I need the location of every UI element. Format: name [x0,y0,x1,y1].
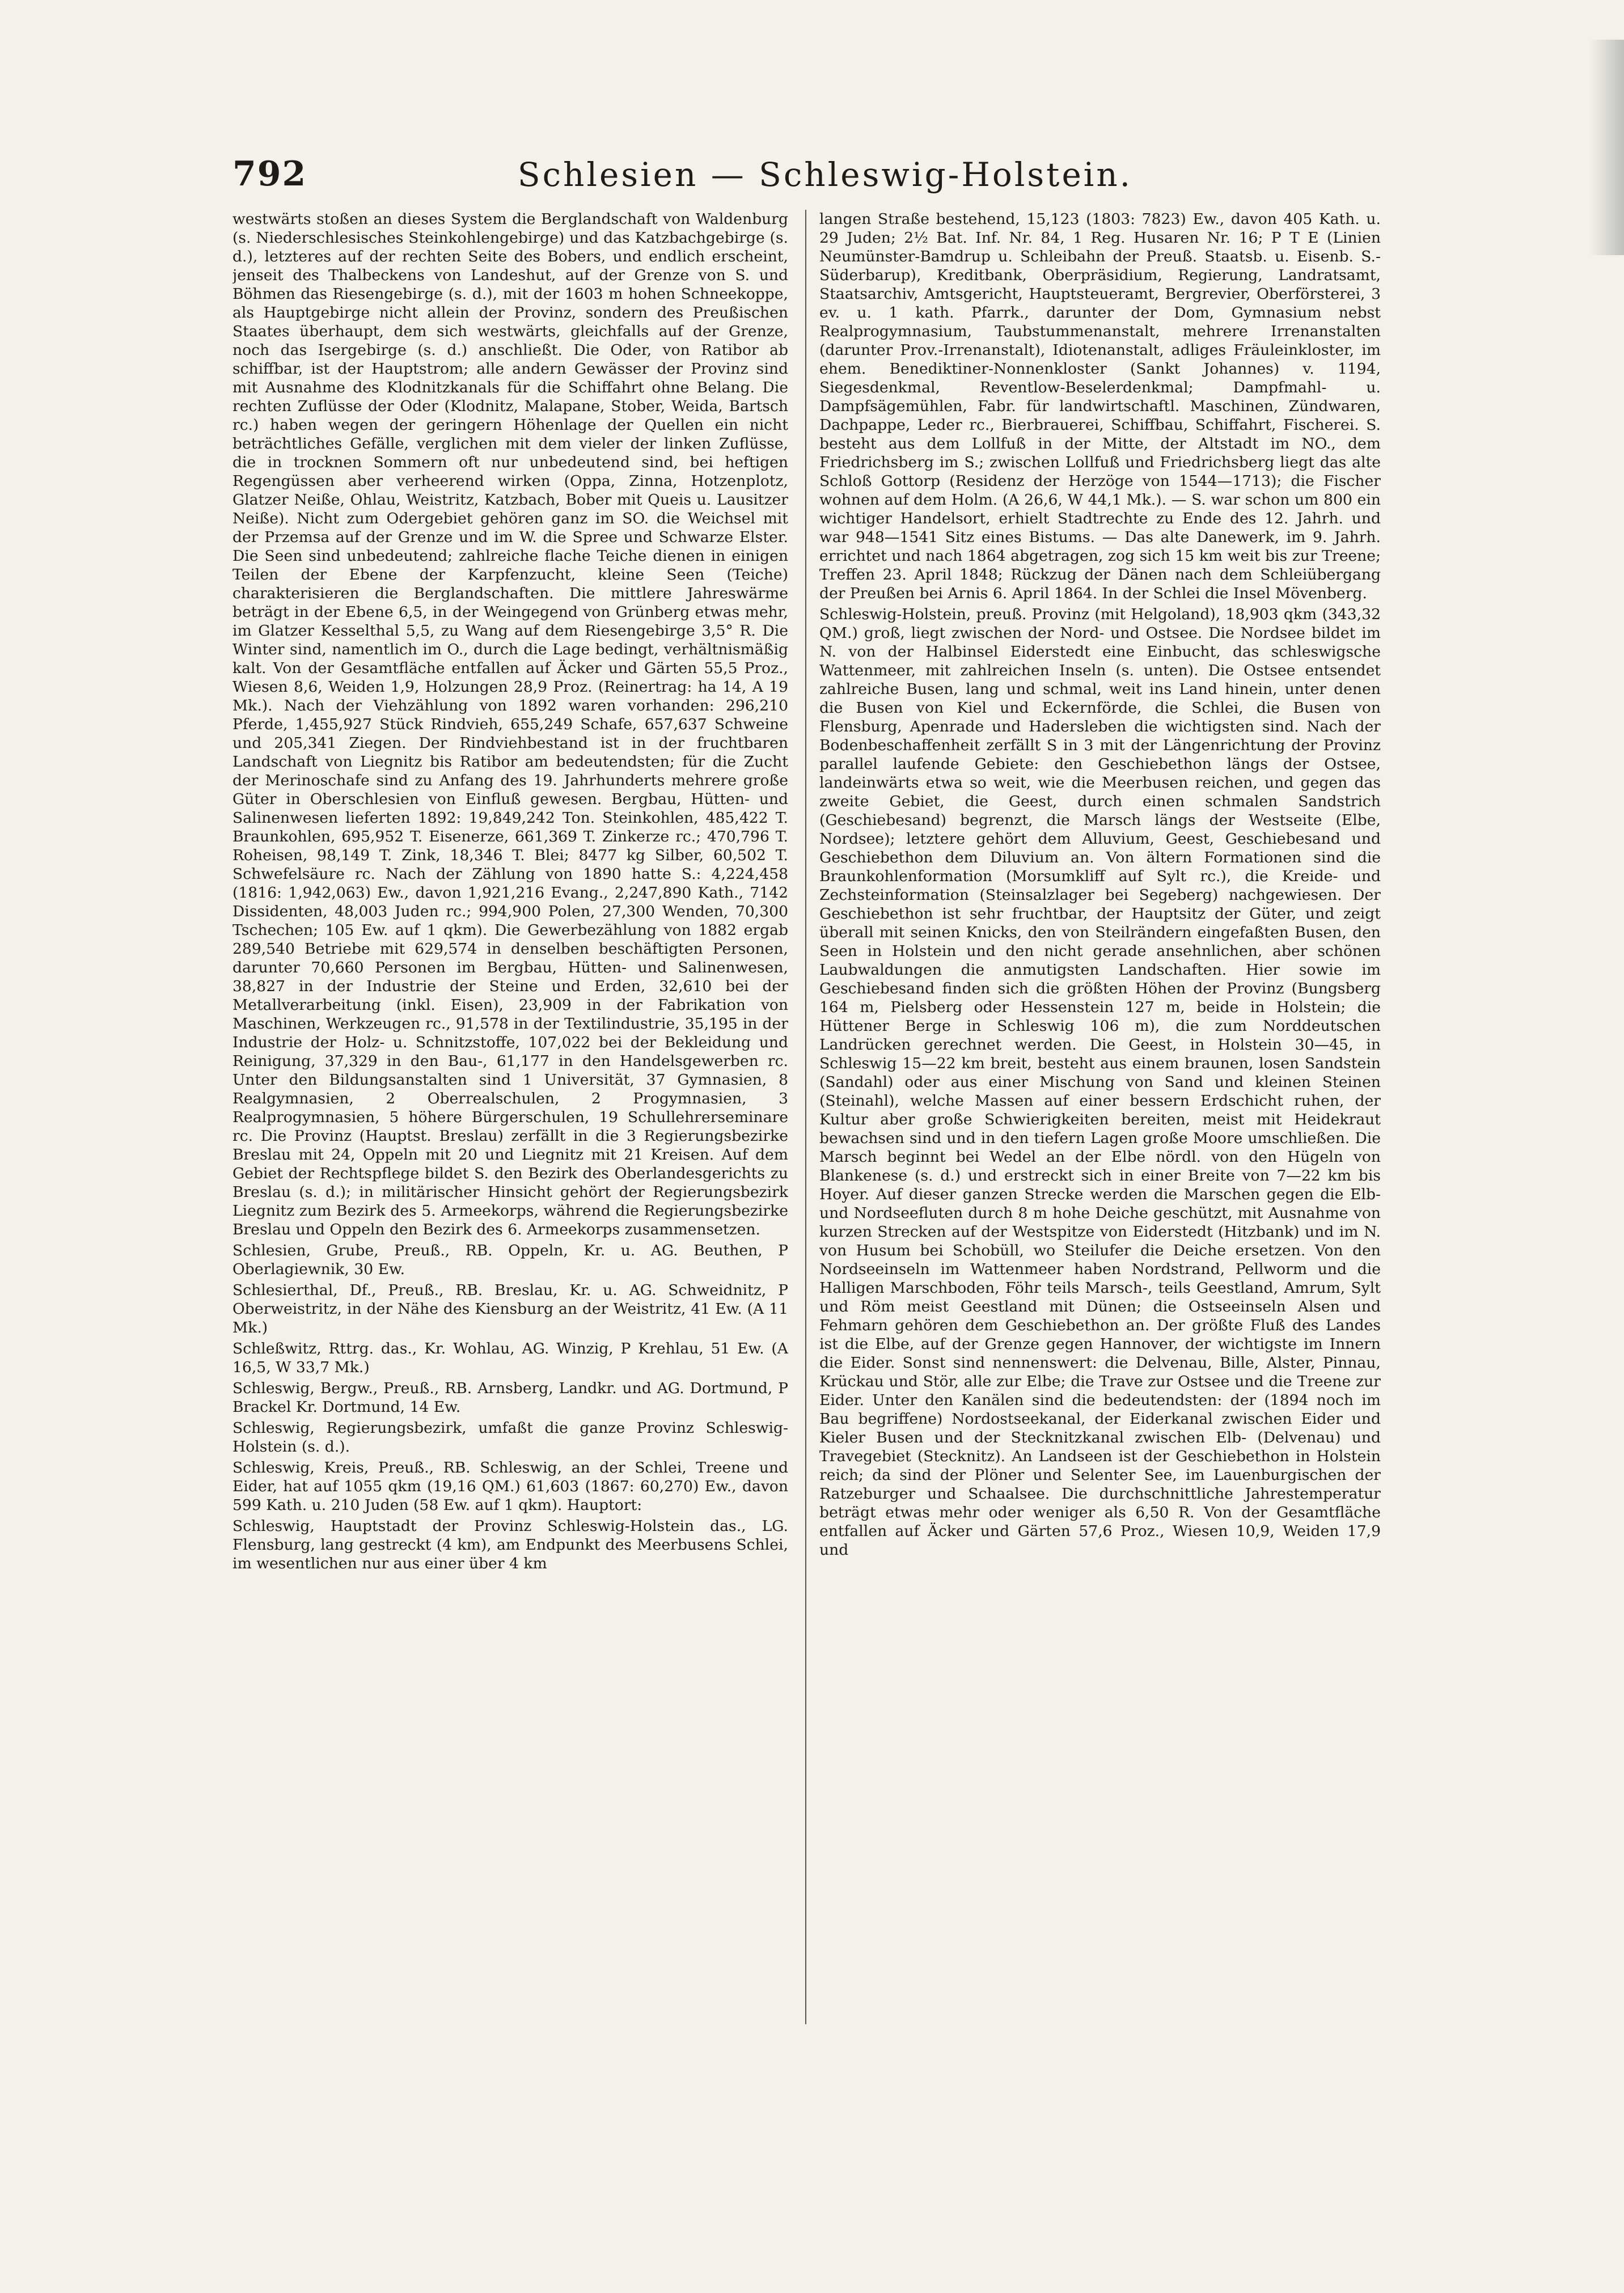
entry-schleswig-bergwerk: Schleswig, Bergw., Preuß., RB. Arnsberg, Landkr. und AG. Dortmund, P Brackel Kr. Dortmund, 14 Ew. [232,1380,788,1416]
entry-schleswig-holstein: Schleswig-Holstein, preuß. Provinz (mit Helgoland), 18,903 qkm (343,32 QM.) groß, liegt zwischen der Nord- und Ostsee. Die Nordsee bildet im N. von der Halbinsel Eiderstedt eine Einbucht, das schleswigsche Wattenmeer, mit zahlreichen Inseln (s. unten). Die Ostsee entsendet zahlreiche Busen, lang und schmal, weit ins Land hinein, unter denen die Busen von Kiel und Eckernförde, die Schlei, die Busen von Flensburg, Apenrade und Hadersleben die wichtigsten sind. Nach der Bodenbeschaffenheit zerfällt S in 3 mit der Längenrichtung der Provinz parallel laufende Gebiete: den Geschiebethon längs der Ostsee, landeinwärts etwa so weit, wie die Meerbusen reichen, und gegen das zweite Gebiet, die Geest, durch einen schmalen Sandstrich (Geschiebesand) begrenzt, die Marsch längs der Westseite (Elbe, Nordsee); letztere gehört dem Alluvium, Geest, Geschiebesand und Geschiebethon dem Diluvium an. Von ältern Formationen sind die Braunkohlenformation (Morsumkliff auf Sylt rc.), die Kreide- und Zechsteinformation (Steinsalzlager bei Segeberg) nachgewiesen. Der Geschiebethon ist sehr fruchtbar, der Hauptsitz der Güter, und zeigt überall mit seinen Knicks, den von Steilrändern eingefaßten Busen, den Seen in Holstein und den nicht gerade ansehnlichen, aber schönen Laubwaldungen die anmutigsten Landschaften. Hier sowie im Geschiebesand finden sich die größten Höhen der Provinz (Bungsberg 164 m, Pielsberg oder Hessenstein 127 m, beide in Holstein; die Hüttener Berge in Schleswig 106 m), die zum Norddeutschen Landrücken gerechnet werden. Die Geest, in Holstein 30—45, in Schleswig 15—22 km breit, besteht aus einem braunen, losen Sandstein (Sandahl) oder aus einer Mischung von Sand und kleinen Steinen (Steinahl), welche Massen auf einer bessern Erdschicht ruhen, der Kultur aber große Schwierigkeiten bereiten, meist mit Heidekraut bewachsen sind und in den tiefern Lagen große Moore umschließen. Die Marsch beginnt bei Wedel an der Elbe nördl. von den Hügeln von Blankenese (s. d.) und erstreckt sich in einer Breite von 7—22 km bis Hoyer. Auf dieser ganzen Strecke werden die Marschen gegen die Elb- und Nordseefluten durch 8 m hohe Deiche geschützt, mit Ausnahme von kurzen Strecken auf der Westspitze von Eiderstedt (Hitzbank) und im N. von Husum bei Schobüll, wo Steilufer die Deiche ersetzen. Von den Nordseeinseln im Wattenmeer haben Nordstrand, Pellworm und die Halligen Marschboden, Föhr teils Marsch-, teils Geestland, Amrum, Sylt und Röm meist Geestland mit Dünen; die Ostseeinseln Alsen und Fehmarn gehören dem Geschiebethon an. Der größte Fluß des Landes ist die Elbe, auf der Grenze gegen Hannover, der wichtigste im Innern die Eider. Sonst sind nennenswert: die Delvenau, Bille, Alster, Pinnau, Krückau und Stör, alle zur Elbe; die Trave zur Ostsee und die Treene zur Eider. Unter den Kanälen sind die bedeutendsten: der (1894 noch im Bau begriffene) Nordostseekanal, der Eiderkanal zwischen Eider und Kieler Busen und der Stecknitzkanal zwischen Elb- (Delvenau) und Travegebiet (Stecknitz). An Landseen ist der Geschiebethon in Holstein reich; da sind der Plöner und Selenter See, im Lauenburgischen der Ratzeburger und Schaalsee. Die durchschnittliche Jahrestemperatur beträgt etwas mehr oder weniger als 6,50 R. Von der Gesamtfläche entfallen auf Äcker und Gärten 57,6 Proz., Wiesen 10,9, Weiden 17,9 und [819,606,1381,1559]
right-column [819,210,1381,2036]
left-column [232,210,788,2036]
entry-schleswig-kreis: Schleswig, Kreis, Preuß., RB. Schleswig, an der Schlei, Treene und Eider, hat auf 1055 qkm (19,16 QM.) 61,603 (1867: 60,270) Ew., davon 599 Kath. u. 210 Juden (58 Ew. auf 1 qkm). Hauptort: [232,1459,788,1514]
entry-schleswig-hauptstadt-continued: langen Straße bestehend, 15,123 (1803: 7823) Ew., davon 405 Kath. u. 29 Juden; 2½ Bat. Inf. Nr. 84, 1 Reg. Husaren Nr. 16; P T E (Linien Neumünster-Bamdrup u. Schleibahn der Preuß. Staatsb. u. Eisenb. S.-Süderbarup), Kreditbank, Oberpräsidium, Regierung, Landratsamt, Staatsarchiv, Amtsgericht, Hauptsteueramt, Bergrevier, Oberförsterei, 3 ev. u. 1 kath. Pfarrk., darunter der Dom, Gymnasium nebst Realprogymnasium, Taubstummenanstalt, mehrere Irrenanstalten (darunter Prov.-Irrenanstalt), Idiotenanstalt, adliges Fräuleinkloster, im ehem. Benediktiner-Nonnenkloster (Sankt Johannes) v. 1194, Siegesdenkmal, Reventlow-Beselerdenkmal; Dampfmahl- u. Dampfsägemühlen, Fabr. für landwirtschaftl. Maschinen, Zündwaren, Dachpappe, Leder rc., Bierbrauerei, Schiffbau, Schiffahrt, Fischerei. S. besteht aus dem Lollfuß in der Mitte, der Altstadt im NO., dem Friedrichsberg im S.; zwischen Lollfuß und Friedrichsberg liegt das alte Schloß Gottorp (Residenz der Herzöge von 1544—1713); die Fischer wohnen auf dem Holm. (A 26,6, W 44,1 Mk.). — S. war schon um 800 ein wichtiger Handelsort, erhielt Stadtrechte zu Ende des 12. Jahrh. und war 948—1541 Sitz eines Bistums. — Das alte Danewerk, im 9. Jahrh. errichtet und nach 1864 abgetragen, zog sich 15 km weit bis zur Treene; Treffen 23. April 1848; Rückzug der Dänen nach dem Schleiübergang der Preußen bei Arnis 6. April 1864. In der Schlei die Insel Mövenberg. [819,210,1381,602]
column-divider [805,210,806,2024]
page-header [232,154,1418,205]
entry-schleswig-regierungsbezirk: Schleswig, Regierungsbezirk, umfaßt die ganze Provinz Schleswig-Holstein (s. d.). [232,1419,788,1456]
scan-edge-shadow [1590,40,1624,255]
entry-schlesierthal: Schlesierthal, Df., Preuß., RB. Breslau, Kr. u. AG. Schweidnitz, P Oberweistritz, in der Nähe des Kiensburg an der Weistritz, 41 Ew. (A 11 Mk.) [232,1281,788,1336]
entry-schlesien-continued: westwärts stoßen an dieses System die Berglandschaft von Waldenburg (s. Niederschlesisches Steinkohlengebirge) und das Katzbachgebirge (s. d.), letzteres auf der rechten Seite des Bobers, und endlich erscheint, jenseit des Thalbeckens von Landeshut, auf der Grenze von S. und Böhmen das Riesengebirge (s. d.), mit der 1603 m hohen Schneekoppe, als Hauptgebirge nicht allein der Provinz, sondern des Preußischen Staates überhaupt, dem sich westwärts, gleichfalls auf der Grenze, noch das Isergebirge (s. d.) anschließt. Die Oder, von Ratibor ab schiffbar, ist der Hauptstrom; alle andern Gewässer der Provinz sind mit Ausnahme des Klodnitzkanals für die Schiffahrt ohne Belang. Die rechten Zuflüsse der Oder (Klodnitz, Malapane, Stober, Weida, Bartsch rc.) haben wegen der geringern Höhenlage der Quellen ein nicht beträchtliches Gefälle, verglichen mit dem vieler der linken Zuflüsse, die in trocknen Sommern oft nur unbedeutend sind, bei heftigen Regengüssen aber verheerend wirken (Oppa, Zinna, Hotzenplotz, Glatzer Neiße, Ohlau, Weistritz, Katzbach, Bober mit Queis u. Lausitzer Neiße). Nicht zum Odergebiet gehören ganz im SO. die Weichsel mit der Przemsa auf der Grenze und im W. die Spree und Schwarze Elster. Die Seen sind unbedeutend; zahlreiche flache Teiche dienen in einigen Teilen der Ebene der Karpfenzucht, kleine Seen (Teiche) charakterisieren die Berglandschaften. Die mittlere Jahreswärme beträgt in der Ebene 6,5, in der Weingegend von Grünberg etwas mehr, im Glatzer Kesselthal 5,5, zu Wang auf dem Riesengebirge 3,5° R. Die Winter sind, namentlich im O., durch die Lage bedingt, verhältnismäßig kalt. Von der Gesamtfläche entfallen auf Äcker und Gärten 55,5 Proz., Wiesen 8,6, Weiden 1,9, Holzungen 28,9 Proz. (Reinertrag: ha 14, A 19 Mk.). Nach der Viehzählung von 1892 waren vorhanden: 296,210 Pferde, 1,455,927 Stück Rindvieh, 655,249 Schafe, 657,637 Schweine und 205,341 Ziegen. Der Rindviehbestand ist in der fruchtbaren Landschaft von Liegnitz bis Ratibor am bedeutendsten; für die Zucht der Merinoschafe sind zu Anfang des 19. Jahrhunderts mehrere große Güter in Oberschlesien von Einfluß gewesen. Bergbau, Hütten- und Salinenwesen lieferten 1892: 19,849,242 Ton. Steinkohlen, 485,422 T. Braunkohlen, 695,952 T. Eisenerze, 661,369 T. Zinkerze rc.; 470,796 T. Roheisen, 98,149 T. Zink, 18,346 T. Blei; 8477 kg Silber, 60,502 T. Schwefelsäure rc. Nach der Zählung von 1890 hatte S.: 4,224,458 (1816: 1,942,063) Ew., davon 1,921,216 Evang., 2,247,890 Kath., 7142 Dissidenten, 48,003 Juden rc.; 994,900 Polen, 27,300 Wenden, 70,300 Tschechen; 105 Ew. auf 1 qkm). Die Gewerbezählung von 1882 ergab 289,540 Betriebe mit 629,574 in denselben beschäftigten Personen, darunter 70,660 Personen im Bergbau, Hütten- und Salinenwesen, 38,827 in der Industrie der Steine und Erden, 32,610 bei der Metallverarbeitung (inkl. Eisen), 23,909 in der Fabrikation von Maschinen, Werkzeugen rc., 91,578 in der Textilindustrie, 35,195 in der Industrie der Holz- u. Schnitzstoffe, 107,022 bei der Bekleidung und Reinigung, 37,329 in den Bau-, 61,177 in den Handelsgewerben rc. Unter den Bildungsanstalten sind 1 Universität, 37 Gymnasien, 8 Realgymnasien, 2 Oberrealschulen, 2 Progymnasien, 3 Realprogymnasien, 5 höhere Bürgerschulen, 19 Schullehrerseminare rc. Die Provinz (Hauptst. Breslau) zerfällt in die 3 Regierungsbezirke Breslau mit 24, Oppeln mit 20 und Liegnitz mit 21 Kreisen. Auf dem Gebiet der Rechtspflege bildet S. den Bezirk des Oberlandesgerichts zu Breslau (s. d.); in militärischer Hinsicht gehört der Regierungsbezirk Liegnitz zum Bezirk des 5. Armeekorps, während die Regierungsbezirke Breslau und Oppeln den Bezirk des 6. Armeekorps zusammensetzen. [232,210,788,1238]
running-head: Schlesien — Schleswig-Holstein. [517,155,1133,194]
entry-schlesien-grube: Schlesien, Grube, Preuß., RB. Oppeln, Kr. u. AG. Beuthen, P Oberlagiewnik, 30 Ew. [232,1242,788,1278]
entry-schlesswitz: Schleßwitz, Rttrg. das., Kr. Wohlau, AG. Winzig, P Krehlau, 51 Ew. (A 16,5, W 33,7 Mk.) [232,1340,788,1376]
page-number: 792 [232,154,307,194]
entry-schleswig-hauptstadt: Schleswig, Hauptstadt der Provinz Schleswig-Holstein das., LG. Flensburg, lang gestreckt (4 km), am Endpunkt des Meerbusens Schlei, im wesentlichen nur aus einer über 4 km [232,1517,788,1572]
